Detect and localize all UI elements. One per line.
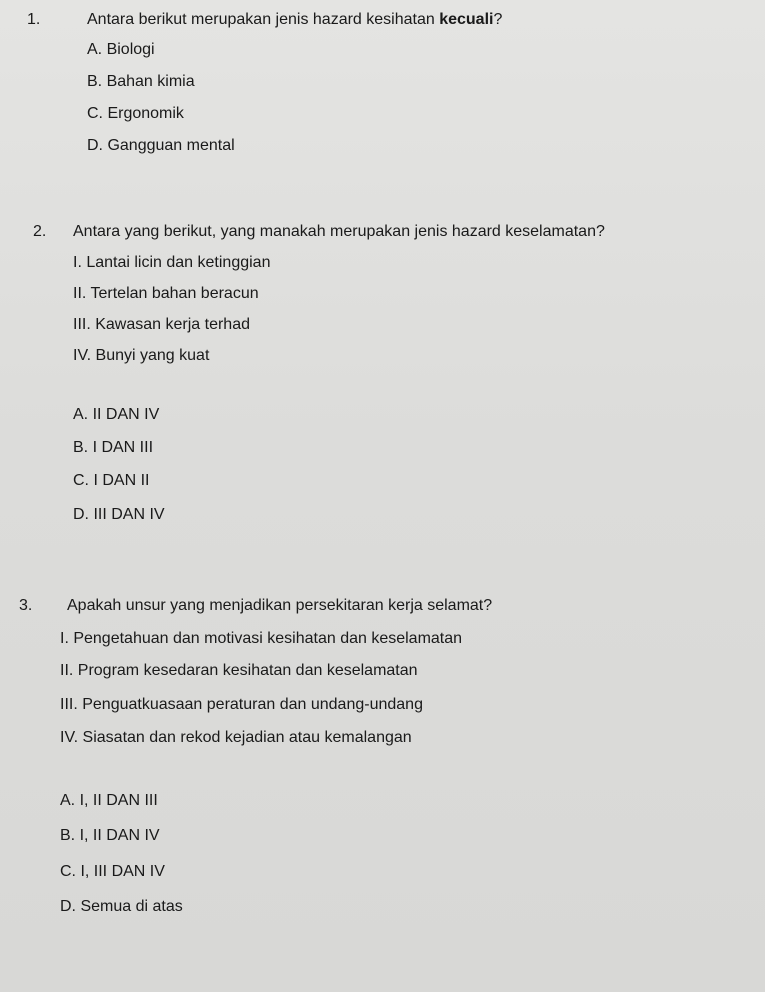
question-3-statement-3: III. Penguatkuasaan peraturan dan undang-undang: [60, 696, 423, 713]
question-1-option-a: A. Biologi: [87, 41, 155, 58]
question-1-text: [87, 10, 502, 30]
question-3-statement-4: IV. Siasatan dan rekod kejadian atau kemalangan: [60, 729, 412, 746]
question-1-text-after: ?: [493, 11, 503, 28]
question-2-option-d: D. III DAN IV: [73, 506, 165, 523]
question-3-statement-2: II. Program kesedaran kesihatan dan keselamatan: [60, 662, 418, 679]
question-3-statement-1: I. Pengetahuan dan motivasi kesihatan dan keselamatan: [60, 630, 463, 647]
question-2-text: Antara yang berikut, yang manakah merupakan jenis hazard keselamatan?: [73, 223, 605, 240]
question-3-option-b: B. I, II DAN IV: [60, 827, 160, 844]
question-3-number: 3.: [19, 597, 33, 614]
question-1-text-before: Antara berikut merupakan jenis hazard kesihatan: [87, 11, 440, 28]
question-2-option-a: A. II DAN IV: [73, 406, 160, 423]
question-1-number: 1.: [27, 11, 41, 28]
question-1-option-b: B. Bahan kimia: [87, 73, 195, 90]
question-1-option-c: C. Ergonomik: [87, 105, 184, 122]
question-2-statement-2: II. Tertelan bahan beracun: [73, 285, 259, 302]
question-1-option-d: D. Gangguan mental: [87, 137, 235, 154]
question-1-emphasis: kecuali: [439, 11, 494, 28]
question-3-text: Apakah unsur yang menjadikan persekitaran kerja selamat?: [67, 597, 493, 614]
question-3-option-c: C. I, III DAN IV: [60, 863, 165, 880]
question-3-option-d: D. Semua di atas: [60, 898, 183, 915]
question-3-option-a: A. I, II DAN III: [60, 792, 158, 809]
question-2-option-c: C. I DAN II: [73, 472, 150, 489]
question-2-number: 2.: [33, 223, 47, 240]
question-2-option-b: B. I DAN III: [73, 439, 154, 456]
question-2-statement-1: I. Lantai licin dan ketinggian: [73, 254, 271, 271]
question-2-statement-4: IV. Bunyi yang kuat: [73, 347, 210, 364]
question-2-statement-3: III. Kawasan kerja terhad: [73, 316, 250, 333]
